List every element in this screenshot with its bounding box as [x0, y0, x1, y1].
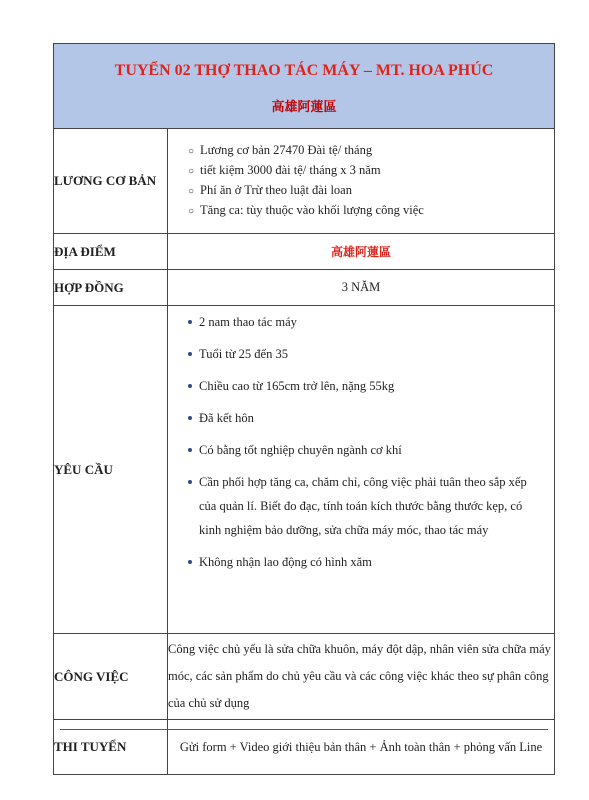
location-cell: [168, 234, 555, 270]
document-title: TUYỂN 02 THỢ THAO TÁC MÁY – MT. HOA PHÚC: [114, 61, 494, 79]
contract-label: HỢP ĐỒNG: [54, 270, 168, 306]
requirement-item: Chiều cao từ 165cm trở lên, nặng 55kg: [188, 374, 542, 398]
location-value: 高雄阿蓮區: [330, 245, 391, 259]
requirements-content: [168, 306, 555, 634]
salary-label: LƯƠNG CƠ BẢN: [54, 129, 168, 234]
salary-item: ○ tiết kiệm 3000 đài tệ/ tháng x 3 năm: [188, 161, 554, 181]
exam-label: THI TUYỂN: [54, 720, 168, 775]
salary-item: ○ Lương cơ bản 27470 Đài tệ/ tháng: [188, 141, 554, 161]
salary-list: [168, 141, 554, 221]
recruitment-table: [53, 43, 555, 775]
job-row: [54, 634, 555, 720]
salary-item: ○ Tăng ca: tùy thuộc vào khối lượng công việc: [188, 201, 554, 221]
salary-item: ○ Phí ăn ở Trừ theo luật đài loan: [188, 181, 554, 201]
location-label: ĐỊA ĐIỂM: [54, 234, 168, 270]
exam-description: Gửi form + Video giới thiệu bản thân + Ảnh toàn thân + phỏng vấn Line: [168, 720, 555, 775]
salary-content: [168, 129, 555, 234]
requirements-list: [168, 306, 554, 574]
header-cell: [54, 44, 555, 129]
contract-value: 3 NĂM: [168, 270, 555, 306]
exam-row: [54, 720, 555, 775]
contract-row: [54, 270, 555, 306]
document-subtitle: 高雄阿蓮區: [271, 99, 337, 115]
requirement-item: Đã kết hôn: [188, 406, 542, 430]
requirements-row: [54, 306, 555, 634]
requirement-item: 2 nam thao tác máy: [188, 310, 542, 334]
requirement-item: Không nhận lao động có hình xăm: [188, 550, 542, 574]
salary-row: [54, 129, 555, 234]
requirements-label: YÊU CẦU: [54, 306, 168, 634]
requirement-item: Cần phối hợp tăng ca, chăm chỉ, công việc phải tuân theo sắp xếp của quản lí. Biết đo đạc, tính toán kích thước bằng thước kẹp, có kinh nghiệm bảo dưỡng, sửa chữa máy móc, thao tác máy: [188, 470, 542, 542]
job-description: Công việc chủ yếu là sửa chữa khuôn, máy đột dập, nhân viên sửa chữa máy móc, các sản phẩm do chủ yêu cầu và các công việc khác theo sự phân công của chủ sử dụng: [168, 634, 555, 720]
header-row: [54, 44, 555, 129]
requirement-item: Có bằng tốt nghiệp chuyên ngành cơ khí: [188, 438, 542, 462]
requirement-item: Tuổi từ 25 đến 35: [188, 342, 542, 366]
location-row: [54, 234, 555, 270]
job-label: CÔNG VIỆC: [54, 634, 168, 720]
strikethrough-line: [60, 729, 548, 730]
